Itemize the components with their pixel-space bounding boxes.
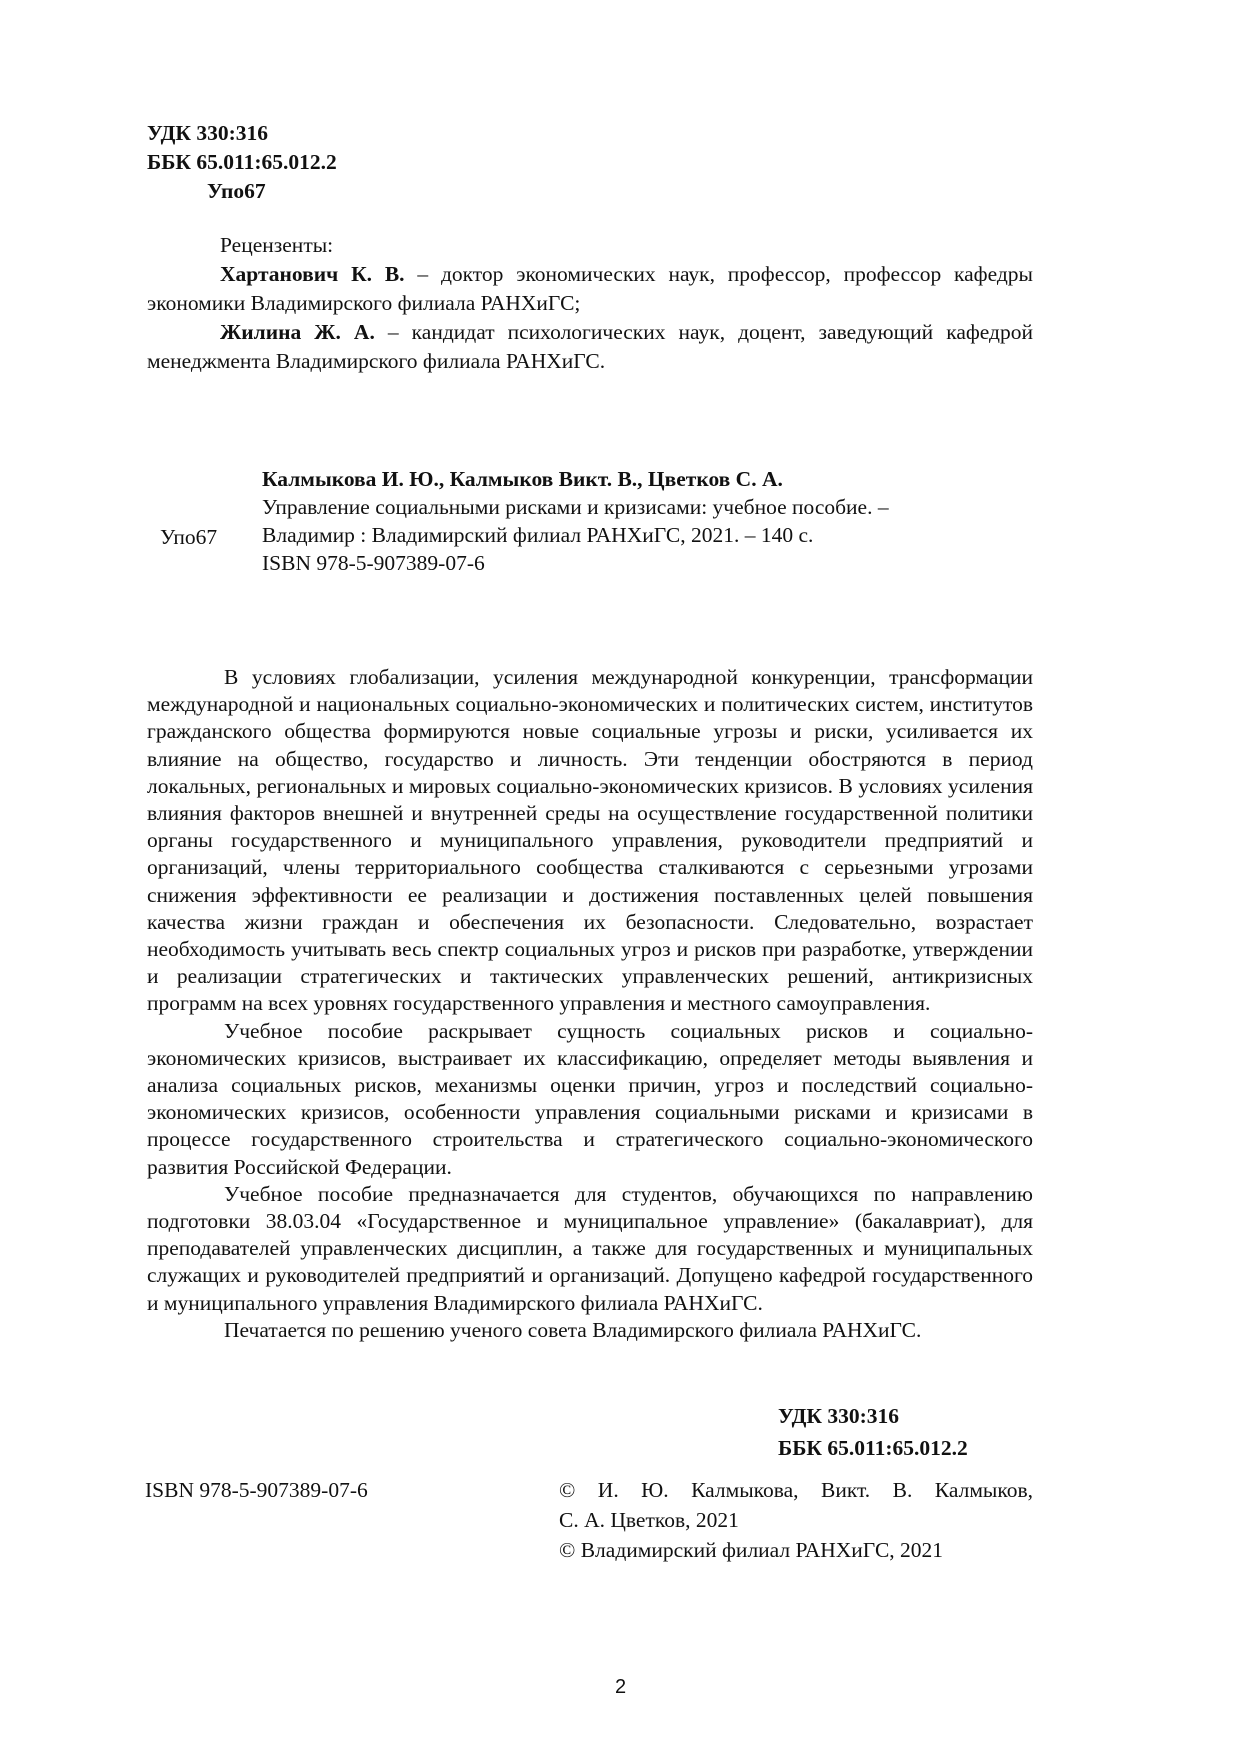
biblio-isbn: ISBN 978-5-907389-07-6 xyxy=(262,551,485,575)
abstract-paragraph: Учебное пособие предназначается для студентов, обучающихся по направлению подготовки 38.03.04 «Государственное и муниципальное управление» (бакалавриат), для преподавателей управленческих дисциплин, а также для государственных и муниципальных служащих и руководителей предприятий и организаций. Допущено кафедрой государственного и муниципального управления Владимирского филиала РАНХиГС. xyxy=(147,1181,1033,1315)
reviewer-name: Жилина Ж. А. xyxy=(220,320,375,344)
footer-classification xyxy=(778,1400,968,1464)
abstract xyxy=(147,664,1033,1344)
footer-bbk: ББК 65.011:65.012.2 xyxy=(778,1436,968,1460)
abstract-paragraph: В условиях глобализации, усиления международной конкуренции, трансформации международной и национальных социально-экономических и политических систем, институтов гражданского общества формируются новые социальные угрозы и риски, усиливается их влияние на общество, государство и личность. Эти тенденции обостряются в период локальных, региональных и мировых социально-экономических кризисов. В условиях усиления влияния факторов внешней и внутренней среды на осуществление государственной политики органы государственного и муниципального управления, руководители предприятий и организаций, члены территориального сообщества сталкиваются с серьезными угрозами снижения эффективности ее реализации и достижения поставленных целей повышения качества жизни граждан и обеспечения их безопасности. Следовательно, возрастает необходимость учитывать весь спектр социальных угроз и рисков при разработке, утверждении и реализации стратегических и тактических управленческих решений, антикризисных программ на всех уровнях государственного управления и местного самоуправления. xyxy=(147,665,1033,1016)
copyright-line: © И. Ю. Калмыкова, Викт. В. Калмыков, xyxy=(559,1478,1033,1502)
abstract-paragraph: Учебное пособие раскрывает сущность социальных рисков и социально-экономических кризисов, выстраивает их классификацию, определяет методы выявления и анализа социальных рисков, механизмы оценки причин, угроз и последствий социально-экономических кризисов, особенности управления социальными рисками и кризисами в процессе государственного строительства и стратегического социально-экономического развития Российской Федерации. xyxy=(147,1018,1033,1179)
reviewer-description: – доктор экономических наук, профессор, профессор кафедры экономики Владимирского филиала РАНХиГС; xyxy=(147,262,1033,315)
abstract-paragraph: Печатается по решению ученого совета Владимирского филиала РАНХиГС. xyxy=(224,1317,922,1342)
reviewer-item xyxy=(147,318,1033,376)
reviewer-name: Хартанович К. В. xyxy=(220,262,405,286)
reviewers-heading: Рецензенты: xyxy=(220,233,334,257)
biblio-author-mark: Упо67 xyxy=(160,525,218,549)
bbk-code: ББК 65.011:65.012.2 xyxy=(147,150,337,174)
biblio-title-line: Управление социальными рисками и кризисами: учебное пособие. – xyxy=(262,495,889,519)
reviewers-block xyxy=(147,231,1033,376)
udk-code: УДК 330:316 xyxy=(147,121,269,145)
footer-udk: УДК 330:316 xyxy=(778,1404,900,1428)
reviewer-item xyxy=(147,260,1033,318)
copyright-line: С. А. Цветков, 2021 xyxy=(559,1508,739,1532)
isbn-number: ISBN 978-5-907389-07-6 xyxy=(145,1478,368,1502)
copyright-block xyxy=(559,1475,1033,1565)
reviewer-description: – кандидат психологических наук, доцент, заведующий кафедрой менеджмента Владимирского филиала РАНХиГС. xyxy=(147,320,1033,373)
biblio-authors: Калмыкова И. Ю., Калмыков Викт. В., Цветков С. А. xyxy=(262,467,783,491)
author-mark: Упо67 xyxy=(207,179,266,203)
biblio-publisher-line: Владимир : Владимирский филиал РАНХиГС, 2021. – 140 с. xyxy=(262,523,814,547)
page-number: 2 xyxy=(614,1676,627,1698)
bibliographic-record xyxy=(262,465,1033,577)
copyright-line: © Владимирский филиал РАНХиГС, 2021 xyxy=(559,1538,944,1562)
